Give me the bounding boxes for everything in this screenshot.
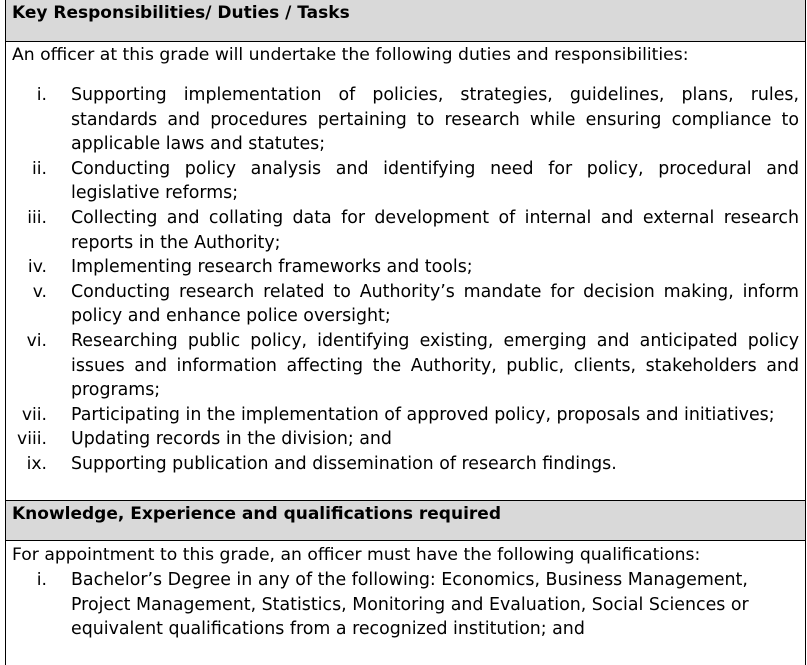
section-heading-qualifications: Knowledge, Experience and qualifications required [6,500,805,541]
section-heading-responsibilities: Key Responsibilities/ Duties / Tasks [6,0,805,42]
list-item [6,403,805,428]
list-item-text: Implementing research frameworks and tools; [71,257,473,278]
list-item-number: i. [36,85,47,105]
list-item [6,427,805,452]
responsibilities-intro: An officer at this grade will undertake the following duties and responsibilities: [12,45,689,65]
list-item-number: iv. [27,257,47,278]
list-item [6,452,805,477]
list-item-number: i. [36,570,47,590]
list-item-text: Conducting policy analysis and identifying need for policy, procedural and legislative reforms; [71,158,799,204]
list-item-number: ix. [26,453,47,474]
list-item-text: Participating in the implementation of approved policy, proposals and initiatives; [71,404,775,425]
document-table [5,0,806,665]
list-item-number: v. [32,281,47,302]
qualifications-intro: For appointment to this grade, an officer must have the following qualifications: [12,545,701,565]
list-item-text: Updating records in the division; and [71,429,392,450]
list-item-text: Researching public policy, identifying existing, emerging and anticipated policy issues and information affecting the Authority, public, clients, stakeholders and programs; [71,330,799,401]
list-item-number: vi. [26,330,47,351]
responsibilities-list [6,83,805,477]
list-item-text: Supporting publication and dissemination of research findings. [71,453,617,474]
list-item-text: Conducting research related to Authority’s mandate for decision making, inform policy and enhance police oversight; [71,281,799,327]
list-item [6,157,805,206]
list-item-number: vii. [21,404,47,425]
qualifications-list [6,568,805,642]
list-item [6,83,805,157]
list-item-number: viii. [17,429,47,450]
list-item-text: Collecting and collating data for development of internal and external research reports in the Authority; [71,207,799,253]
list-item [6,206,805,255]
list-item-text: Bachelor’s Degree in any of the following: Economics, Business Management, Project Management, Statistics, Monitoring and Evaluation, Social Sciences or equivalent qualifications from a recognized institution; and [71,570,749,640]
list-item [6,329,805,403]
list-item [6,255,805,280]
list-item-number: iii. [27,207,47,228]
list-item-text: Supporting implementation of policies, strategies, guidelines, plans, rules, standards and procedures pertaining to research while ensuring compliance to applicable laws and statutes; [71,85,799,155]
list-item-number: ii. [31,158,47,179]
list-item [6,280,805,329]
list-item [6,568,805,642]
